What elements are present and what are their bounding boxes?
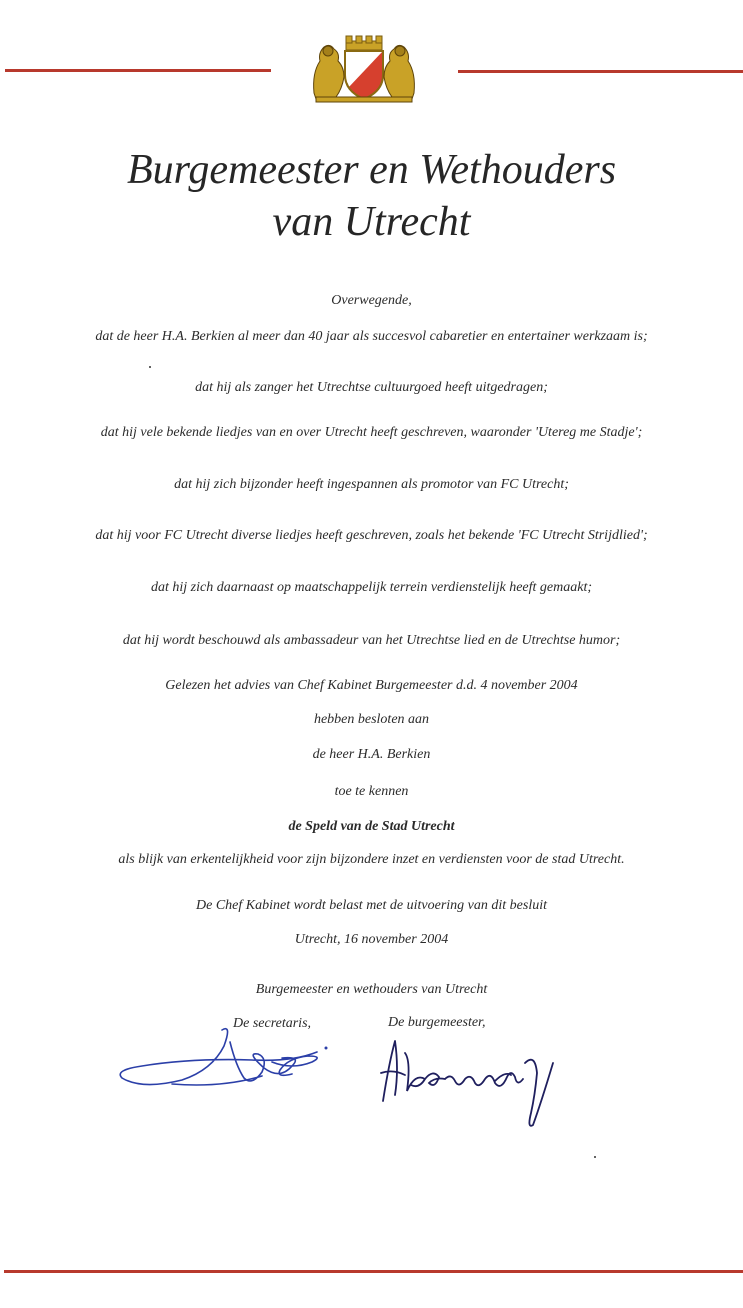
consideration-5: dat hij voor FC Utrecht diverse liedjes heeft geschreven, zoals het bekende 'FC Utrecht Strijdlied'; xyxy=(95,528,648,543)
footer-rule xyxy=(4,1270,743,1273)
scan-speck xyxy=(149,366,151,368)
intro-text: Overwegende, xyxy=(331,293,412,308)
document-subtitle: van Utrecht xyxy=(272,199,471,245)
award-name: de Speld van de Stad Utrecht xyxy=(288,819,455,834)
secretary-signature xyxy=(112,1022,332,1094)
mayor-label: De burgemeester, xyxy=(388,1015,486,1030)
consideration-6: dat hij zich daarnaast op maatschappelijk terrein verdienstelijk heeft gemaakt; xyxy=(150,580,593,595)
execution-text: De Chef Kabinet wordt belast met de uitvoering van dit besluit xyxy=(196,898,547,913)
secretary-label: De secretaris, xyxy=(233,1016,312,1031)
document-title: Burgemeester en Wethouders xyxy=(126,147,617,193)
consideration-3: dat hij vele bekende liedjes van en over Utrecht heeft geschreven, waaronder 'Utereg me Stadje'; xyxy=(100,425,643,440)
consideration-4: dat hij zich bijzonder heeft ingespannen als promotor van FC Utrecht; xyxy=(174,477,569,492)
consideration-2: dat hij als zanger het Utrechtse cultuurgoed heeft uitgedragen; xyxy=(195,380,548,395)
place-date: Utrecht, 16 november 2004 xyxy=(294,932,449,947)
scan-speck xyxy=(594,1156,596,1158)
recipient-name: de heer H.A. Berkien xyxy=(312,747,431,762)
reason-text: als blijk van erkentelijkheid voor zijn bijzondere inzet en verdiensten voor de stad Utrecht. xyxy=(118,852,625,867)
header-rule-right xyxy=(458,70,743,73)
header-rule-left xyxy=(5,69,271,72)
consideration-7: dat hij wordt beschouwd als ambassadeur van het Utrechtse lied en de Utrechtse humor; xyxy=(122,633,621,648)
consideration-1: dat de heer H.A. Berkien al meer dan 40 jaar als succesvol cabaretier en entertainer werkzaam is; xyxy=(95,329,648,344)
signatories-heading: Burgemeester en wethouders van Utrecht xyxy=(255,982,488,997)
grant-text: toe te kennen xyxy=(334,784,409,799)
decision-text: hebben besloten aan xyxy=(313,712,430,727)
utrecht-coat-of-arms-icon xyxy=(308,33,420,103)
advice-text: Gelezen het advies van Chef Kabinet Burgemeester d.d. 4 november 2004 xyxy=(165,678,578,693)
mayor-signature xyxy=(375,1033,560,1133)
